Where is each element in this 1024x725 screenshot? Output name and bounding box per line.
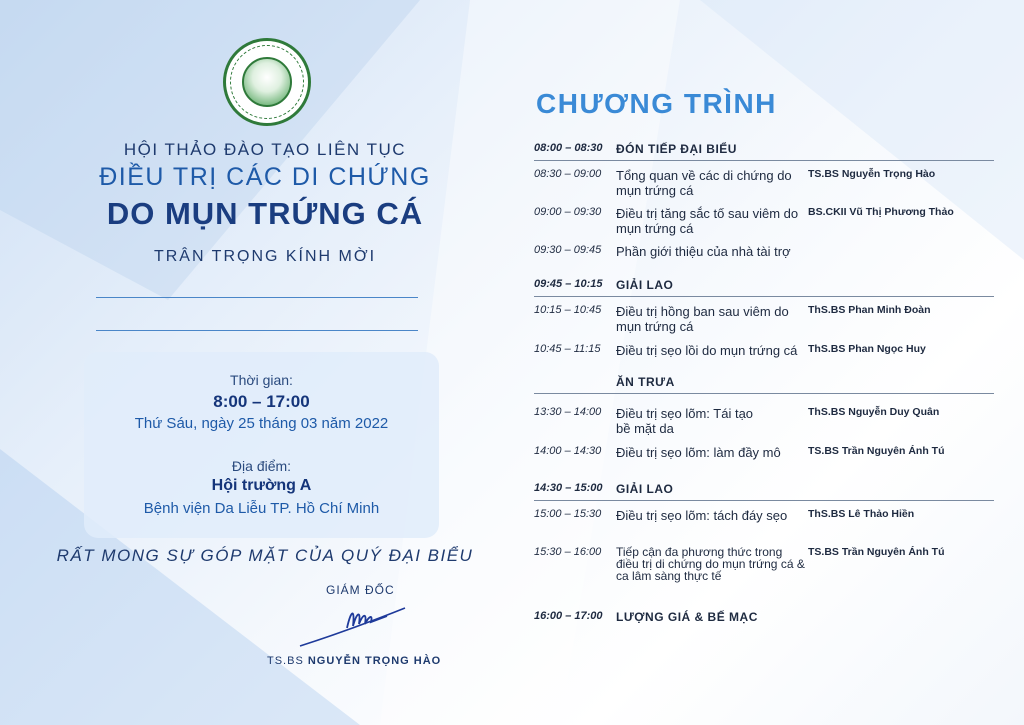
event-title-line1: ĐIỀU TRỊ CÁC DI CHỨNG [99,163,431,191]
row-topic: Điều trị hồng ban sau viêm do mụn trứng cá [616,304,789,334]
row-topic: GIẢI LAO [616,278,674,292]
row-time: 09:30 – 09:45 [534,244,602,256]
row-time: 14:00 – 14:30 [534,445,602,457]
row-speaker: ThS.BS Phan Minh Đoàn [808,304,931,316]
place-label: Địa điểm: [231,458,292,474]
row-topic: Điều trị sẹo lồi do mụn trứng cá [616,343,798,358]
row-time: 08:00 – 08:30 [534,142,603,154]
row-topic: LƯỢNG GIÁ & BẾ MẠC [616,610,758,624]
time-label: Thời gian: [230,372,293,388]
guest-name-line [96,297,418,298]
row-topic: Phần giới thiệu của nhà tài trợ [616,244,791,259]
signer-name [267,655,441,667]
row-time: 10:45 – 11:15 [534,343,601,355]
signer-prefix: TS.BS [267,655,304,667]
row-speaker: TS.BS Nguyễn Trọng Hào [808,168,936,180]
row-topic: Điều trị tăng sắc tố sau viêm do mụn trứng cá [616,206,799,236]
row-time: 09:00 – 09:30 [534,206,602,218]
row-topic: Tiếp cận đa phương thức trong điều trị di chứng do mụn trứng cá & ca lâm sàng thực tế [616,545,805,583]
event-type: HỘI THẢO ĐÀO TẠO LIÊN TỤC [123,140,407,159]
row-speaker: ThS.BS Nguyễn Duy Quân [808,406,940,418]
signer-fullname: NGUYỄN TRỌNG HÀO [307,655,442,667]
row-time: 15:30 – 16:00 [534,546,602,558]
row-topic: Điều trị sẹo lõm: tách đáy sẹo [616,508,788,523]
event-hospital: Bệnh viện Da Liễu TP. Hồ Chí Minh [143,500,380,517]
event-time: 8:00 – 17:00 [213,392,310,411]
row-time: 15:00 – 15:30 [534,508,602,520]
row-topic: ĐÓN TIẾP ĐẠI BIỂU [616,142,737,156]
row-speaker: TS.BS Trần Nguyên Ánh Tú [808,445,945,457]
row-time: 13:30 – 14:00 [534,406,602,418]
program-title: CHƯƠNG TRÌNH [536,88,777,119]
logo-emblem [242,57,292,107]
row-speaker: TS.BS Trần Nguyên Ánh Tú [808,546,945,558]
row-speaker: ThS.BS Lê Thảo Hiền [808,508,915,520]
row-time: 09:45 – 10:15 [534,278,603,290]
event-venue: Hội trường A [211,477,312,494]
invitation-text: TRÂN TRỌNG KÍNH MỜI [153,248,377,265]
welcome-message: RẤT MONG SỰ GÓP MẶT CỦA QUÝ ĐẠI BIỂU [56,546,474,565]
guest-name-line [96,330,418,331]
row-topic: Tổng quan về các di chứng do mụn trứng cá [616,168,792,198]
row-topic: GIẢI LAO [616,482,674,496]
signature-icon [295,598,425,650]
signer-role: GIÁM ĐỐC [326,583,395,597]
row-topic: Điều trị sẹo lõm: Tái tạo bề mặt da [616,406,754,436]
event-title-line2: DO MỤN TRỨNG CÁ [106,196,424,231]
row-time: 14:30 – 15:00 [534,482,603,494]
row-time: 08:30 – 09:00 [534,168,602,180]
row-speaker: ThS.BS Phan Ngọc Huy [808,343,926,355]
hospital-logo-icon [223,38,311,126]
event-date: Thứ Sáu, ngày 25 tháng 03 năm 2022 [134,415,389,432]
row-time: 10:15 – 10:45 [534,304,602,316]
row-time: 16:00 – 17:00 [534,610,603,622]
row-topic: Điều trị sẹo lõm: làm đầy mô [616,445,781,460]
row-topic: ĂN TRƯA [616,375,675,389]
row-speaker: BS.CKII Vũ Thị Phương Thảo [808,206,954,218]
